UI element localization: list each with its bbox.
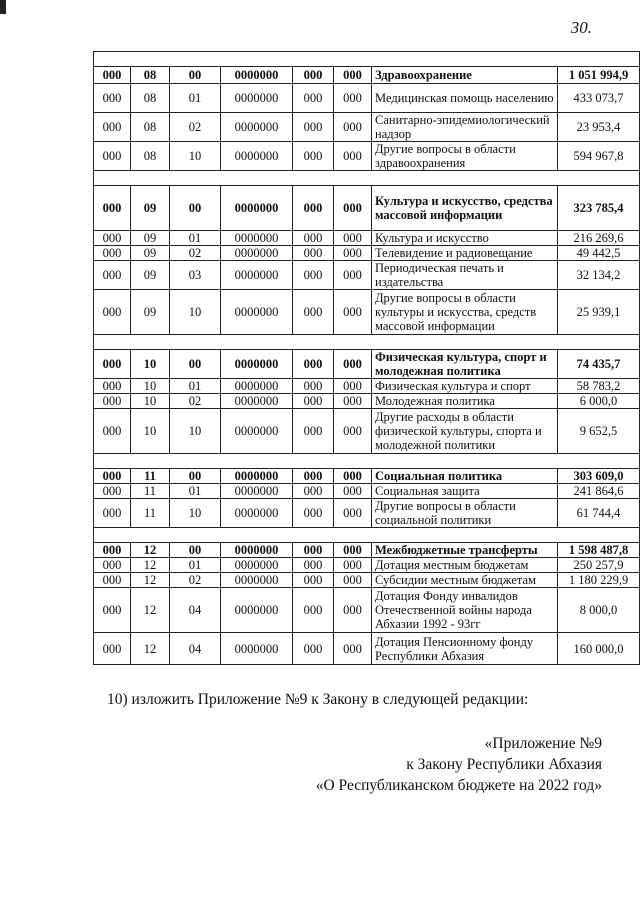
table-spacer-row [94,52,640,67]
code-subsection-cell: 03 [170,261,221,290]
code-subsection-cell: 00 [170,469,221,484]
code-admin-cell: 000 [94,231,131,246]
code-article-cell: 0000000 [221,394,293,409]
code-kosgu-cell: 000 [334,290,372,335]
code-section-cell: 12 [131,558,170,573]
code-section-cell: 11 [131,499,170,528]
code-section-cell: 11 [131,469,170,484]
code-type-cell: 000 [293,409,334,454]
name-cell: Межбюджетные трансферты [372,543,558,558]
code-kosgu-cell: 000 [334,246,372,261]
code-admin-cell: 000 [94,633,131,665]
name-cell: Дотация Пенсионному фонду Республики Абхазия [372,633,558,665]
table-row [94,142,640,171]
code-article-cell: 0000000 [221,186,293,231]
amount-cell: 6 000,0 [558,394,640,409]
code-section-cell: 12 [131,588,170,633]
code-section-cell: 09 [131,186,170,231]
code-admin-cell: 000 [94,558,131,573]
code-section-cell: 09 [131,261,170,290]
code-article-cell: 0000000 [221,409,293,454]
code-article-cell: 0000000 [221,290,293,335]
appendix-line-1: «Приложение №9 [484,735,602,752]
table-row [94,484,640,499]
table-section-row [94,67,640,84]
table-spacer-row [94,528,640,543]
table-row [94,394,640,409]
name-cell: Молодежная политика [372,394,558,409]
code-section-cell: 09 [131,246,170,261]
code-admin-cell: 000 [94,350,131,379]
code-kosgu-cell: 000 [334,469,372,484]
table-row [94,588,640,633]
code-section-cell: 12 [131,573,170,588]
code-subsection-cell: 10 [170,142,221,171]
amount-cell: 58 783,2 [558,379,640,394]
code-subsection-cell: 10 [170,499,221,528]
name-cell: Дотация местным бюджетам [372,558,558,573]
code-subsection-cell: 00 [170,543,221,558]
table-spacer-row [94,335,640,350]
amount-cell: 61 744,4 [558,499,640,528]
code-subsection-cell: 01 [170,84,221,113]
amount-cell: 1 051 994,9 [558,67,640,84]
code-article-cell: 0000000 [221,573,293,588]
code-subsection-cell: 01 [170,558,221,573]
name-cell: Телевидение и радиовещание [372,246,558,261]
code-admin-cell: 000 [94,113,131,142]
name-cell: Субсидии местным бюджетам [372,573,558,588]
spacer-cell [94,528,640,543]
amount-cell: 49 442,5 [558,246,640,261]
code-subsection-cell: 02 [170,573,221,588]
name-cell: Физическая культура, спорт и молодежная политика [372,350,558,379]
spacer-cell [94,171,640,186]
code-type-cell: 000 [293,113,334,142]
name-cell: Здравоохранение [372,67,558,84]
code-type-cell: 000 [293,67,334,84]
code-type-cell: 000 [293,588,334,633]
code-admin-cell: 000 [94,499,131,528]
code-section-cell: 10 [131,409,170,454]
code-article-cell: 0000000 [221,261,293,290]
code-type-cell: 000 [293,379,334,394]
code-subsection-cell: 00 [170,186,221,231]
spacer-cell [94,454,640,469]
code-admin-cell: 000 [94,142,131,171]
name-cell: Другие расходы в области физической культуры, спорта и молодежной политики [372,409,558,454]
code-kosgu-cell: 000 [334,573,372,588]
appendix-heading [316,733,602,796]
table-row [94,633,640,665]
table-section-row [94,543,640,558]
appendix-line-2: к Закону Республики Абхазия [406,756,602,773]
code-kosgu-cell: 000 [334,633,372,665]
code-kosgu-cell: 000 [334,379,372,394]
name-cell: Социальная политика [372,469,558,484]
code-admin-cell: 000 [94,469,131,484]
table-row [94,558,640,573]
code-kosgu-cell: 000 [334,84,372,113]
code-section-cell: 08 [131,84,170,113]
code-type-cell: 000 [293,543,334,558]
appendix-line-3: «О Республиканском бюджете на 2022 год» [315,777,602,794]
amount-cell: 216 269,6 [558,231,640,246]
code-section-cell: 11 [131,484,170,499]
code-article-cell: 0000000 [221,379,293,394]
code-type-cell: 000 [293,84,334,113]
code-admin-cell: 000 [94,186,131,231]
code-kosgu-cell: 000 [334,142,372,171]
code-subsection-cell: 02 [170,113,221,142]
table-spacer-row [94,454,640,469]
table-section-row [94,186,640,231]
amount-cell: 303 609,0 [558,469,640,484]
code-article-cell: 0000000 [221,113,293,142]
code-kosgu-cell: 000 [334,231,372,246]
code-admin-cell: 000 [94,573,131,588]
code-type-cell: 000 [293,394,334,409]
code-subsection-cell: 04 [170,588,221,633]
code-kosgu-cell: 000 [334,558,372,573]
amount-cell: 74 435,7 [558,350,640,379]
code-subsection-cell: 00 [170,350,221,379]
code-admin-cell: 000 [94,409,131,454]
spacer-cell [94,335,640,350]
code-type-cell: 000 [293,573,334,588]
name-cell: Другие вопросы в области социальной политики [372,499,558,528]
table-row [94,499,640,528]
code-type-cell: 000 [293,469,334,484]
code-section-cell: 08 [131,67,170,84]
code-type-cell: 000 [293,186,334,231]
table-row [94,573,640,588]
amount-cell: 594 967,8 [558,142,640,171]
code-kosgu-cell: 000 [334,261,372,290]
amount-cell: 25 939,1 [558,290,640,335]
budget-table [93,51,640,665]
table-row [94,290,640,335]
code-kosgu-cell: 000 [334,543,372,558]
code-subsection-cell: 00 [170,67,221,84]
code-section-cell: 10 [131,379,170,394]
code-section-cell: 08 [131,113,170,142]
amount-cell: 9 652,5 [558,409,640,454]
scan-corner-mark [0,0,6,14]
code-type-cell: 000 [293,499,334,528]
code-section-cell: 10 [131,350,170,379]
budget-table-body [94,52,640,665]
amount-cell: 250 257,9 [558,558,640,573]
code-type-cell: 000 [293,350,334,379]
code-subsection-cell: 01 [170,484,221,499]
code-article-cell: 0000000 [221,633,293,665]
table-row [94,409,640,454]
page-number: 30. [570,18,592,37]
code-kosgu-cell: 000 [334,588,372,633]
table-row [94,246,640,261]
table-row [94,113,640,142]
code-kosgu-cell: 000 [334,499,372,528]
table-section-row [94,469,640,484]
code-article-cell: 0000000 [221,246,293,261]
code-type-cell: 000 [293,246,334,261]
table-section-row [94,350,640,379]
code-kosgu-cell: 000 [334,409,372,454]
amount-cell: 1 598 487,8 [558,543,640,558]
amount-cell: 241 864,6 [558,484,640,499]
code-admin-cell: 000 [94,588,131,633]
instruction-text: 10) изложить Приложение №9 к Закону в следующей редакции: [107,691,529,708]
amount-cell: 32 134,2 [558,261,640,290]
name-cell: Физическая культура и спорт [372,379,558,394]
code-article-cell: 0000000 [221,231,293,246]
amount-cell: 433 073,7 [558,84,640,113]
code-article-cell: 0000000 [221,558,293,573]
code-section-cell: 10 [131,394,170,409]
code-admin-cell: 000 [94,484,131,499]
table-row [94,231,640,246]
code-section-cell: 12 [131,543,170,558]
code-kosgu-cell: 000 [334,67,372,84]
code-subsection-cell: 10 [170,409,221,454]
name-cell: Другие вопросы в области здравоохранения [372,142,558,171]
code-article-cell: 0000000 [221,469,293,484]
code-article-cell: 0000000 [221,588,293,633]
name-cell: Периодическая печать и издательства [372,261,558,290]
spacer-cell [94,52,640,67]
code-subsection-cell: 01 [170,231,221,246]
name-cell: Дотация Фонду инвалидов Отечественной войны народа Абхазии 1992 - 93гг [372,588,558,633]
name-cell: Санитарно-эпидемиологический надзор [372,113,558,142]
amount-cell: 323 785,4 [558,186,640,231]
name-cell: Культура и искусство [372,231,558,246]
name-cell: Культура и искусство, средства массовой информации [372,186,558,231]
table-row [94,84,640,113]
amount-cell: 160 000,0 [558,633,640,665]
code-type-cell: 000 [293,261,334,290]
amount-cell: 1 180 229,9 [558,573,640,588]
code-kosgu-cell: 000 [334,484,372,499]
name-cell: Другие вопросы в области культуры и искусства, средств массовой информации [372,290,558,335]
code-subsection-cell: 02 [170,246,221,261]
amount-cell: 8 000,0 [558,588,640,633]
code-article-cell: 0000000 [221,142,293,171]
code-section-cell: 09 [131,290,170,335]
code-subsection-cell: 02 [170,394,221,409]
code-section-cell: 08 [131,142,170,171]
code-subsection-cell: 10 [170,290,221,335]
code-article-cell: 0000000 [221,499,293,528]
code-admin-cell: 000 [94,246,131,261]
code-admin-cell: 000 [94,261,131,290]
name-cell: Медицинская помощь населению [372,84,558,113]
code-type-cell: 000 [293,142,334,171]
code-article-cell: 0000000 [221,67,293,84]
table-row [94,261,640,290]
code-subsection-cell: 04 [170,633,221,665]
code-subsection-cell: 01 [170,379,221,394]
amount-cell: 23 953,4 [558,113,640,142]
code-section-cell: 12 [131,633,170,665]
code-kosgu-cell: 000 [334,186,372,231]
code-type-cell: 000 [293,558,334,573]
code-article-cell: 0000000 [221,484,293,499]
code-type-cell: 000 [293,484,334,499]
code-section-cell: 09 [131,231,170,246]
code-type-cell: 000 [293,231,334,246]
code-article-cell: 0000000 [221,84,293,113]
code-admin-cell: 000 [94,543,131,558]
code-type-cell: 000 [293,633,334,665]
code-admin-cell: 000 [94,67,131,84]
code-admin-cell: 000 [94,379,131,394]
table-spacer-row [94,171,640,186]
table-row [94,379,640,394]
code-type-cell: 000 [293,290,334,335]
code-article-cell: 0000000 [221,543,293,558]
code-kosgu-cell: 000 [334,113,372,142]
code-admin-cell: 000 [94,290,131,335]
code-kosgu-cell: 000 [334,394,372,409]
name-cell: Социальная защита [372,484,558,499]
code-admin-cell: 000 [94,84,131,113]
code-article-cell: 0000000 [221,350,293,379]
code-admin-cell: 000 [94,394,131,409]
code-kosgu-cell: 000 [334,350,372,379]
